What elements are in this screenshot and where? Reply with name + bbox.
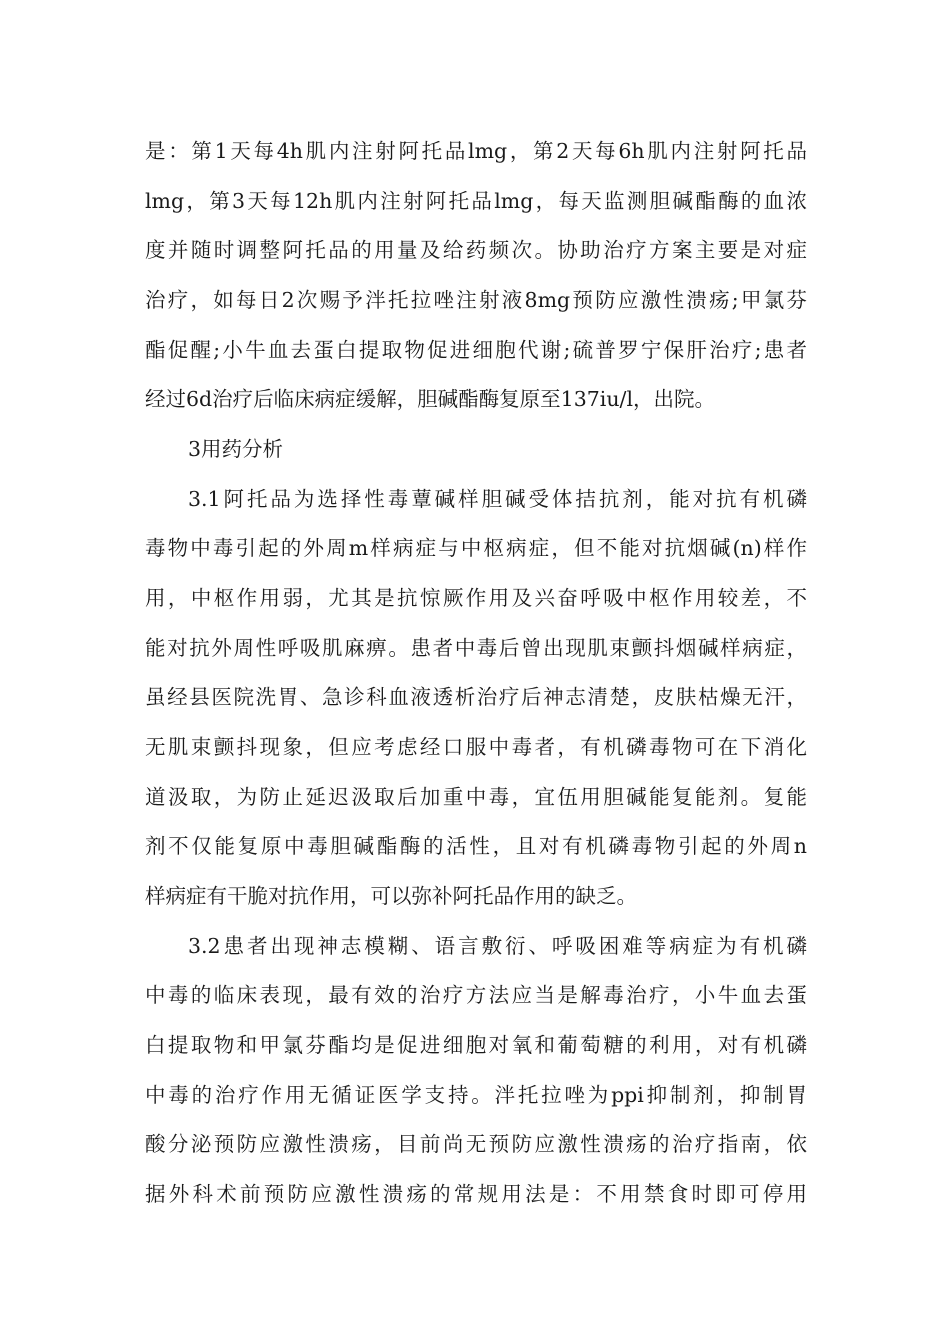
text-line: 酸分泌预防应激性溃疡，目前尚无预防应激性溃疡的治疗指南，依: [145, 1132, 807, 1156]
text-line: 3.2患者出现神志模糊、语言敷衍、呼吸困难等病症为有机磷: [188, 934, 807, 958]
text-line: 酯促醒;小牛血去蛋白提取物促进细胞代谢;硫普罗宁保肝治疗;患者: [145, 338, 807, 362]
text-line: 无肌束颤抖现象，但应考虑经口服中毒者，有机磷毒物可在下消化: [145, 735, 807, 759]
text-line: 据外科术前预防应激性溃疡的常规用法是：不用禁食时即可停用: [145, 1182, 807, 1206]
text-line: 3.1阿托品为选择性毒蕈碱样胆碱受体拮抗剂，能对抗有机磷: [188, 487, 807, 511]
text-line: 度并随时调整阿托品的用量及给药频次。协助治疗方案主要是对症: [145, 238, 807, 262]
text-line: 中毒的治疗作用无循证医学支持。泮托拉唑为ppi抑制剂，抑制胃: [145, 1083, 807, 1107]
text-line: 是：第1天每4h肌内注射阿托品lmg，第2天每6h肌内注射阿托品: [145, 139, 807, 163]
text-line: 道汲取，为防止延迟汲取后加重中毒，宜伍用胆碱能复能剂。复能: [145, 785, 807, 809]
text-line: 中毒的临床表现，最有效的治疗方法应当是解毒治疗，小牛血去蛋: [145, 983, 807, 1007]
text-line: 能对抗外周性呼吸肌麻痹。患者中毒后曾出现肌束颤抖烟碱样病症，: [145, 636, 807, 660]
text-line: 经过6d治疗后临床病症缓解，胆碱酯酶复原至137iu/l，出院。: [145, 387, 716, 411]
text-line: 虽经县医院洗胃、急诊科血液透析治疗后神志清楚，皮肤枯燥无汗，: [145, 685, 807, 709]
text-line: 样病症有干脆对抗作用，可以弥补阿托品作用的缺乏。: [145, 884, 637, 908]
text-line: 用，中枢作用弱，尤其是抗惊厥作用及兴奋呼吸中枢作用较差，不: [145, 586, 807, 610]
text-line: 毒物中毒引起的外周m样病症与中枢病症，但不能对抗烟碱(n)样作: [145, 536, 807, 560]
section-heading: 3用药分析: [188, 437, 284, 461]
text-line: 剂不仅能复原中毒胆碱酯酶的活性，且对有机磷毒物引起的外周n: [145, 834, 807, 858]
text-line: lmg，第3天每12h肌内注射阿托品lmg，每天监测胆碱酯酶的血浓: [145, 189, 807, 213]
text-line: 白提取物和甲氯芬酯均是促进细胞对氧和葡萄糖的利用，对有机磷: [145, 1033, 807, 1057]
text-line: 治疗，如每日2次赐予泮托拉唑注射液8mg预防应激性溃疡;甲氯芬: [145, 288, 807, 312]
